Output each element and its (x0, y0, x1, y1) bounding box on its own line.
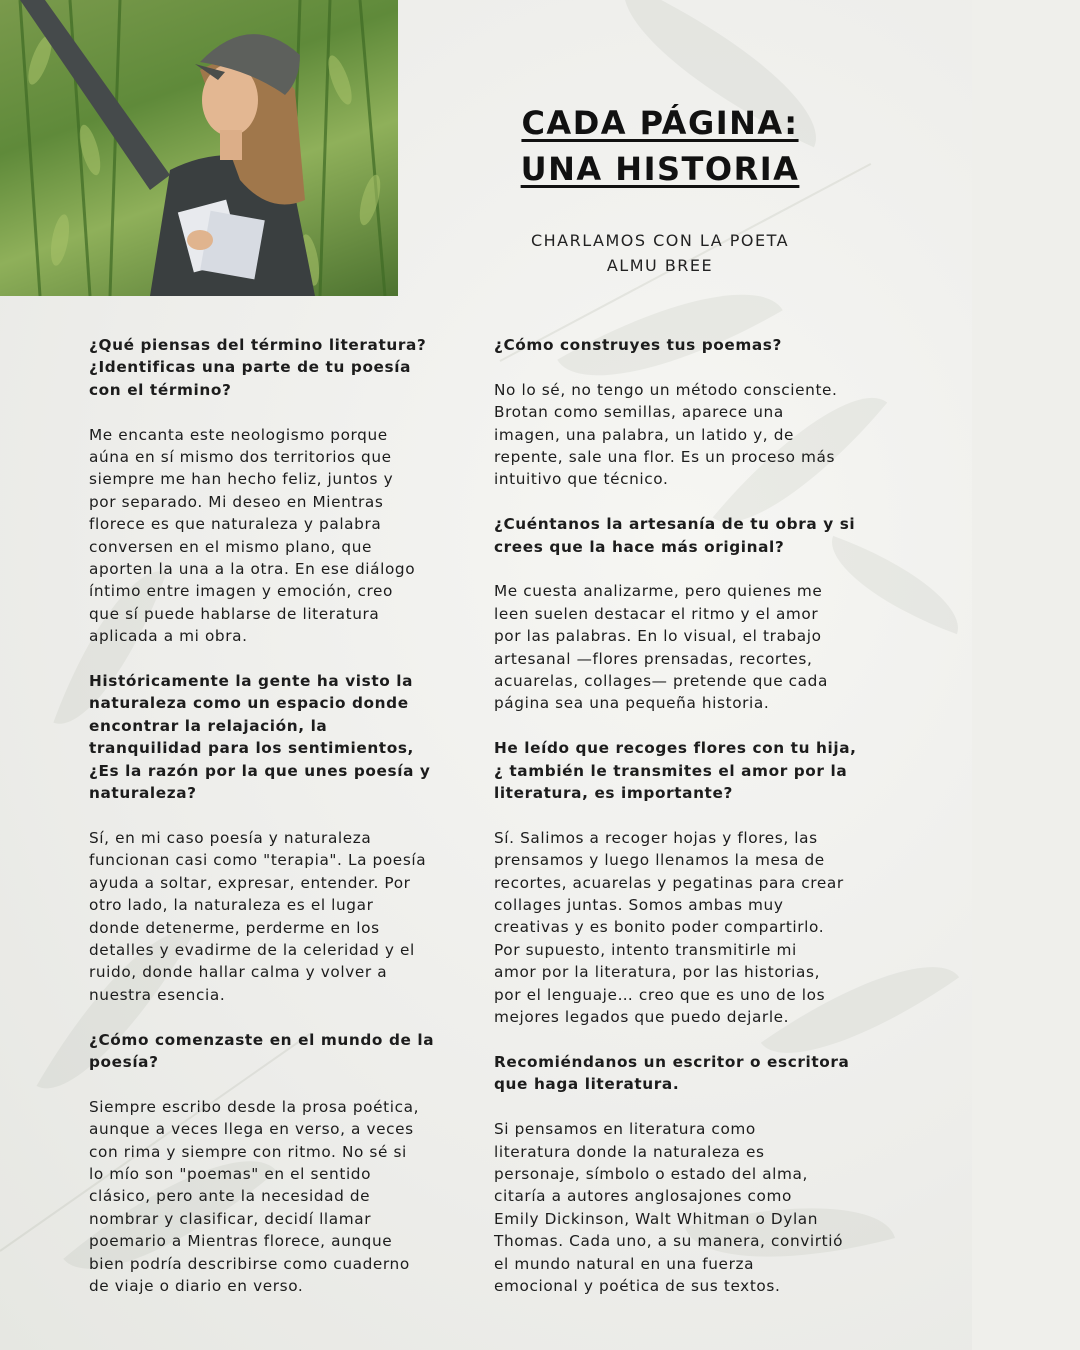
poet-photo-illustration (0, 0, 398, 296)
title-line-1: CADA PÁGINA: (521, 104, 799, 142)
interview-question: ¿Qué piensas del término literatura? ¿Identificas una parte de tu poesía con el término? (89, 336, 427, 399)
interview-question: He leído que recoges flores con tu hija, ¿ también le transmites el amor por la literatura, es importante? (494, 739, 857, 803)
interview-question: ¿Cuéntanos la artesanía de tu obra y si crees que la hace más original? (494, 515, 856, 556)
interview-question: Históricamente la gente ha visto la naturaleza como un espacio donde encontrar la relajación, la tranquilidad para los sentimientos, ¿Es la razón por la que unes poesía y naturaleza? (89, 672, 431, 803)
interview-answer: Me cuesta analizarme, pero quienes me leen suelen destacar el ritmo y el amor por las palabras. En lo visual, el trabajo artesanal —flores prensadas, recortes, acuarelas, collages— pretende que cada página sea una pequeña historia. (494, 582, 828, 713)
interview-right-column (494, 334, 882, 1320)
interview-answer: Si pensamos en literatura como literatura donde la naturaleza es personaje, símbolo o estado del alma, citaría a autores anglosajones como Emily Dickinson, Walt Whitman o Dylan Thomas. Cada uno, a su manera, convirtió el mundo natural en una fuerza emocional y poética de sus textos. (494, 1120, 844, 1295)
page-margin (972, 0, 1080, 1350)
interview-question: Recomiéndanos un escritor o escritora que haga literatura. (494, 1052, 850, 1094)
interview-answer: No lo sé, no tengo un método consciente. Brotan como semillas, aparece una imagen, una palabra, un latido y, de repente, sale una flor. Es un proceso más intuitivo que técnico. (494, 380, 838, 489)
interview-answer: Sí, en mi caso poesía y naturaleza funcionan casi como "terapia". La poesía ayuda a soltar, expresar, entender. Por otro lado, la naturaleza es el lugar donde detenerme, perderme en los detalles y evadirme de la celeridad y el ruido, donde hallar calma y volver a nuestra esencia. (89, 828, 427, 1004)
subtitle-line-1: CHARLAMOS CON LA POETA (530, 231, 790, 250)
article-title (470, 100, 850, 192)
subtitle-line-2: ALMU BREE (606, 256, 714, 275)
poet-photo (0, 0, 398, 296)
interview-question: ¿Cómo comenzaste en el mundo de la poesía? (89, 1030, 435, 1071)
interview-question: ¿Cómo construyes tus poemas? (494, 336, 782, 354)
interview-answer: Me encanta este neologismo porque aúna en sí mismo dos territorios que siempre me han hecho feliz, juntos y por separado. Mi deseo en Mientras florece es que naturaleza y palabra conversen en el mismo plano, que aporten la una a la otra. En ese diálogo íntimo entre imagen y emoción, creo que sí puede hablarse de literatura aplicada a mi obra. (89, 425, 416, 646)
interview-left-column (89, 334, 477, 1320)
interview-answer: Siempre escribo desde la prosa poética, aunque a veces llega en verso, a veces con rima y siempre con ritmo. No sé si lo mío son "poemas" en el sentido clásico, pero ante la necesidad de nombrar y clasificar, decidí llamar poemario a Mientras florece, aunque bien podría describirse como cuaderno de viaje o diario en verso. (89, 1097, 420, 1295)
interview-answer: Sí. Salimos a recoger hojas y flores, las prensamos y luego llenamos la mesa de recortes, acuarelas y pegatinas para crear collages juntas. Somos ambas muy creativas y es bonito poder compartirlo. Por supuesto, intento transmitirle mi amor por la literatura, por las historias, por el lenguaje… creo que es uno de los mejores legados que puedo dejarle. (494, 828, 844, 1027)
article-subtitle (470, 228, 850, 278)
title-line-2: UNA HISTORIA (520, 150, 800, 188)
